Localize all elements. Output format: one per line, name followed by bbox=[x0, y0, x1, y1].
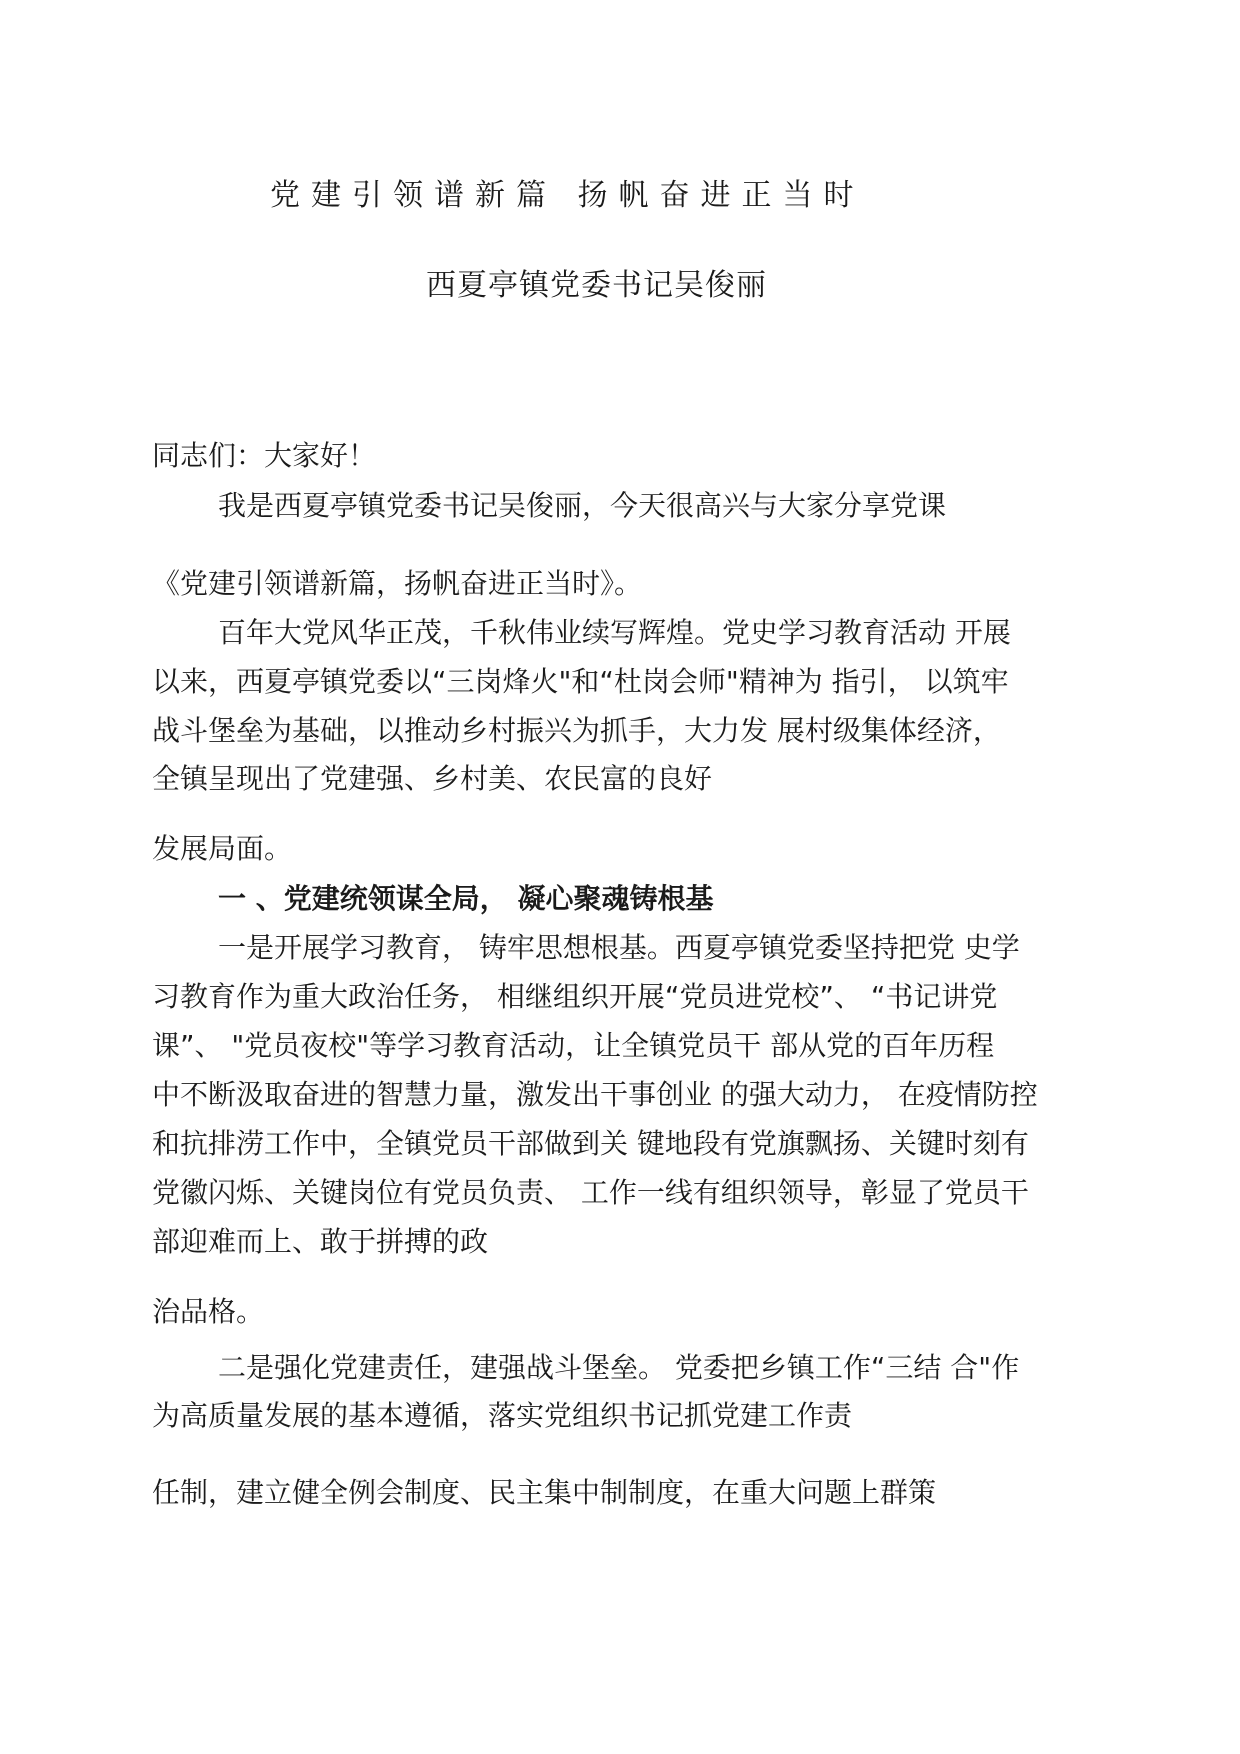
paragraph-line: 全镇呈现出了党建强、乡村美、农民富的良好 bbox=[152, 762, 713, 795]
paragraph-line: 一是开展学习教育， 铸牢思想根基。西夏亭镇党委坚持把党 史学 bbox=[218, 931, 1020, 964]
greeting-line: 同志们：大家好！ bbox=[152, 439, 377, 472]
document-author: 西夏亭镇党委书记吴俊丽 bbox=[426, 268, 767, 303]
paragraph-line: 任制，建立健全例会制度、民主集中制制度，在重大问题上群策 bbox=[152, 1476, 937, 1509]
paragraph-line: 二是强化党建责任，建强战斗堡垒。 党委把乡镇工作“三结 合"作 bbox=[218, 1351, 1020, 1384]
paragraph-line: 战斗堡垒为基础，以推动乡村振兴为抓手，大力发 展村级集体经济， bbox=[152, 714, 1001, 747]
paragraph-line: 课”、 "党员夜校"等学习教育活动，让全镇党员干 部从党的百年历程 bbox=[152, 1029, 995, 1062]
paragraph-line: 和抗排涝工作中，全镇党员干部做到关 键地段有党旗飘扬、关键时刻有 bbox=[152, 1127, 1029, 1160]
paragraph-line: 我是西夏亭镇党委书记吴俊丽，今天很高兴与大家分享党课 bbox=[218, 489, 947, 522]
paragraph-line: 党徽闪烁、关键岗位有党员负责、 工作一线有组织领导，彰显了党员干 bbox=[152, 1176, 1029, 1209]
paragraph-line: 习教育作为重大政治任务， 相继组织开展“党员进党校”、 “书记讲党 bbox=[152, 980, 998, 1013]
paragraph-line: 《党建引领谱新篇，扬帆奋进正当时》。 bbox=[152, 567, 643, 600]
section-heading: 一 、党建统领谋全局， 凝心聚魂铸根基 bbox=[218, 882, 714, 915]
paragraph-line: 以来，西夏亭镇党委以“三岗烽火"和“杜岗会师"精神为 指引， 以筑牢 bbox=[152, 665, 1009, 698]
paragraph-line: 治品格。 bbox=[152, 1295, 265, 1328]
paragraph-line: 为高质量发展的基本遵循，落实党组织书记抓党建工作责 bbox=[152, 1399, 853, 1432]
document-title: 党建引领谱新篇 扬帆奋进正当时 bbox=[270, 178, 865, 213]
paragraph-line: 中不断汲取奋进的智慧力量，激发出干事创业 的强大动力， 在疫情防控 bbox=[152, 1078, 1038, 1111]
paragraph-line: 百年大党风华正茂，千秋伟业续写辉煌。党史学习教育活动 开展 bbox=[218, 616, 1011, 649]
paragraph-line: 发展局面。 bbox=[152, 832, 293, 865]
paragraph-line: 部迎难而上、敢于拼搏的政 bbox=[152, 1225, 489, 1258]
